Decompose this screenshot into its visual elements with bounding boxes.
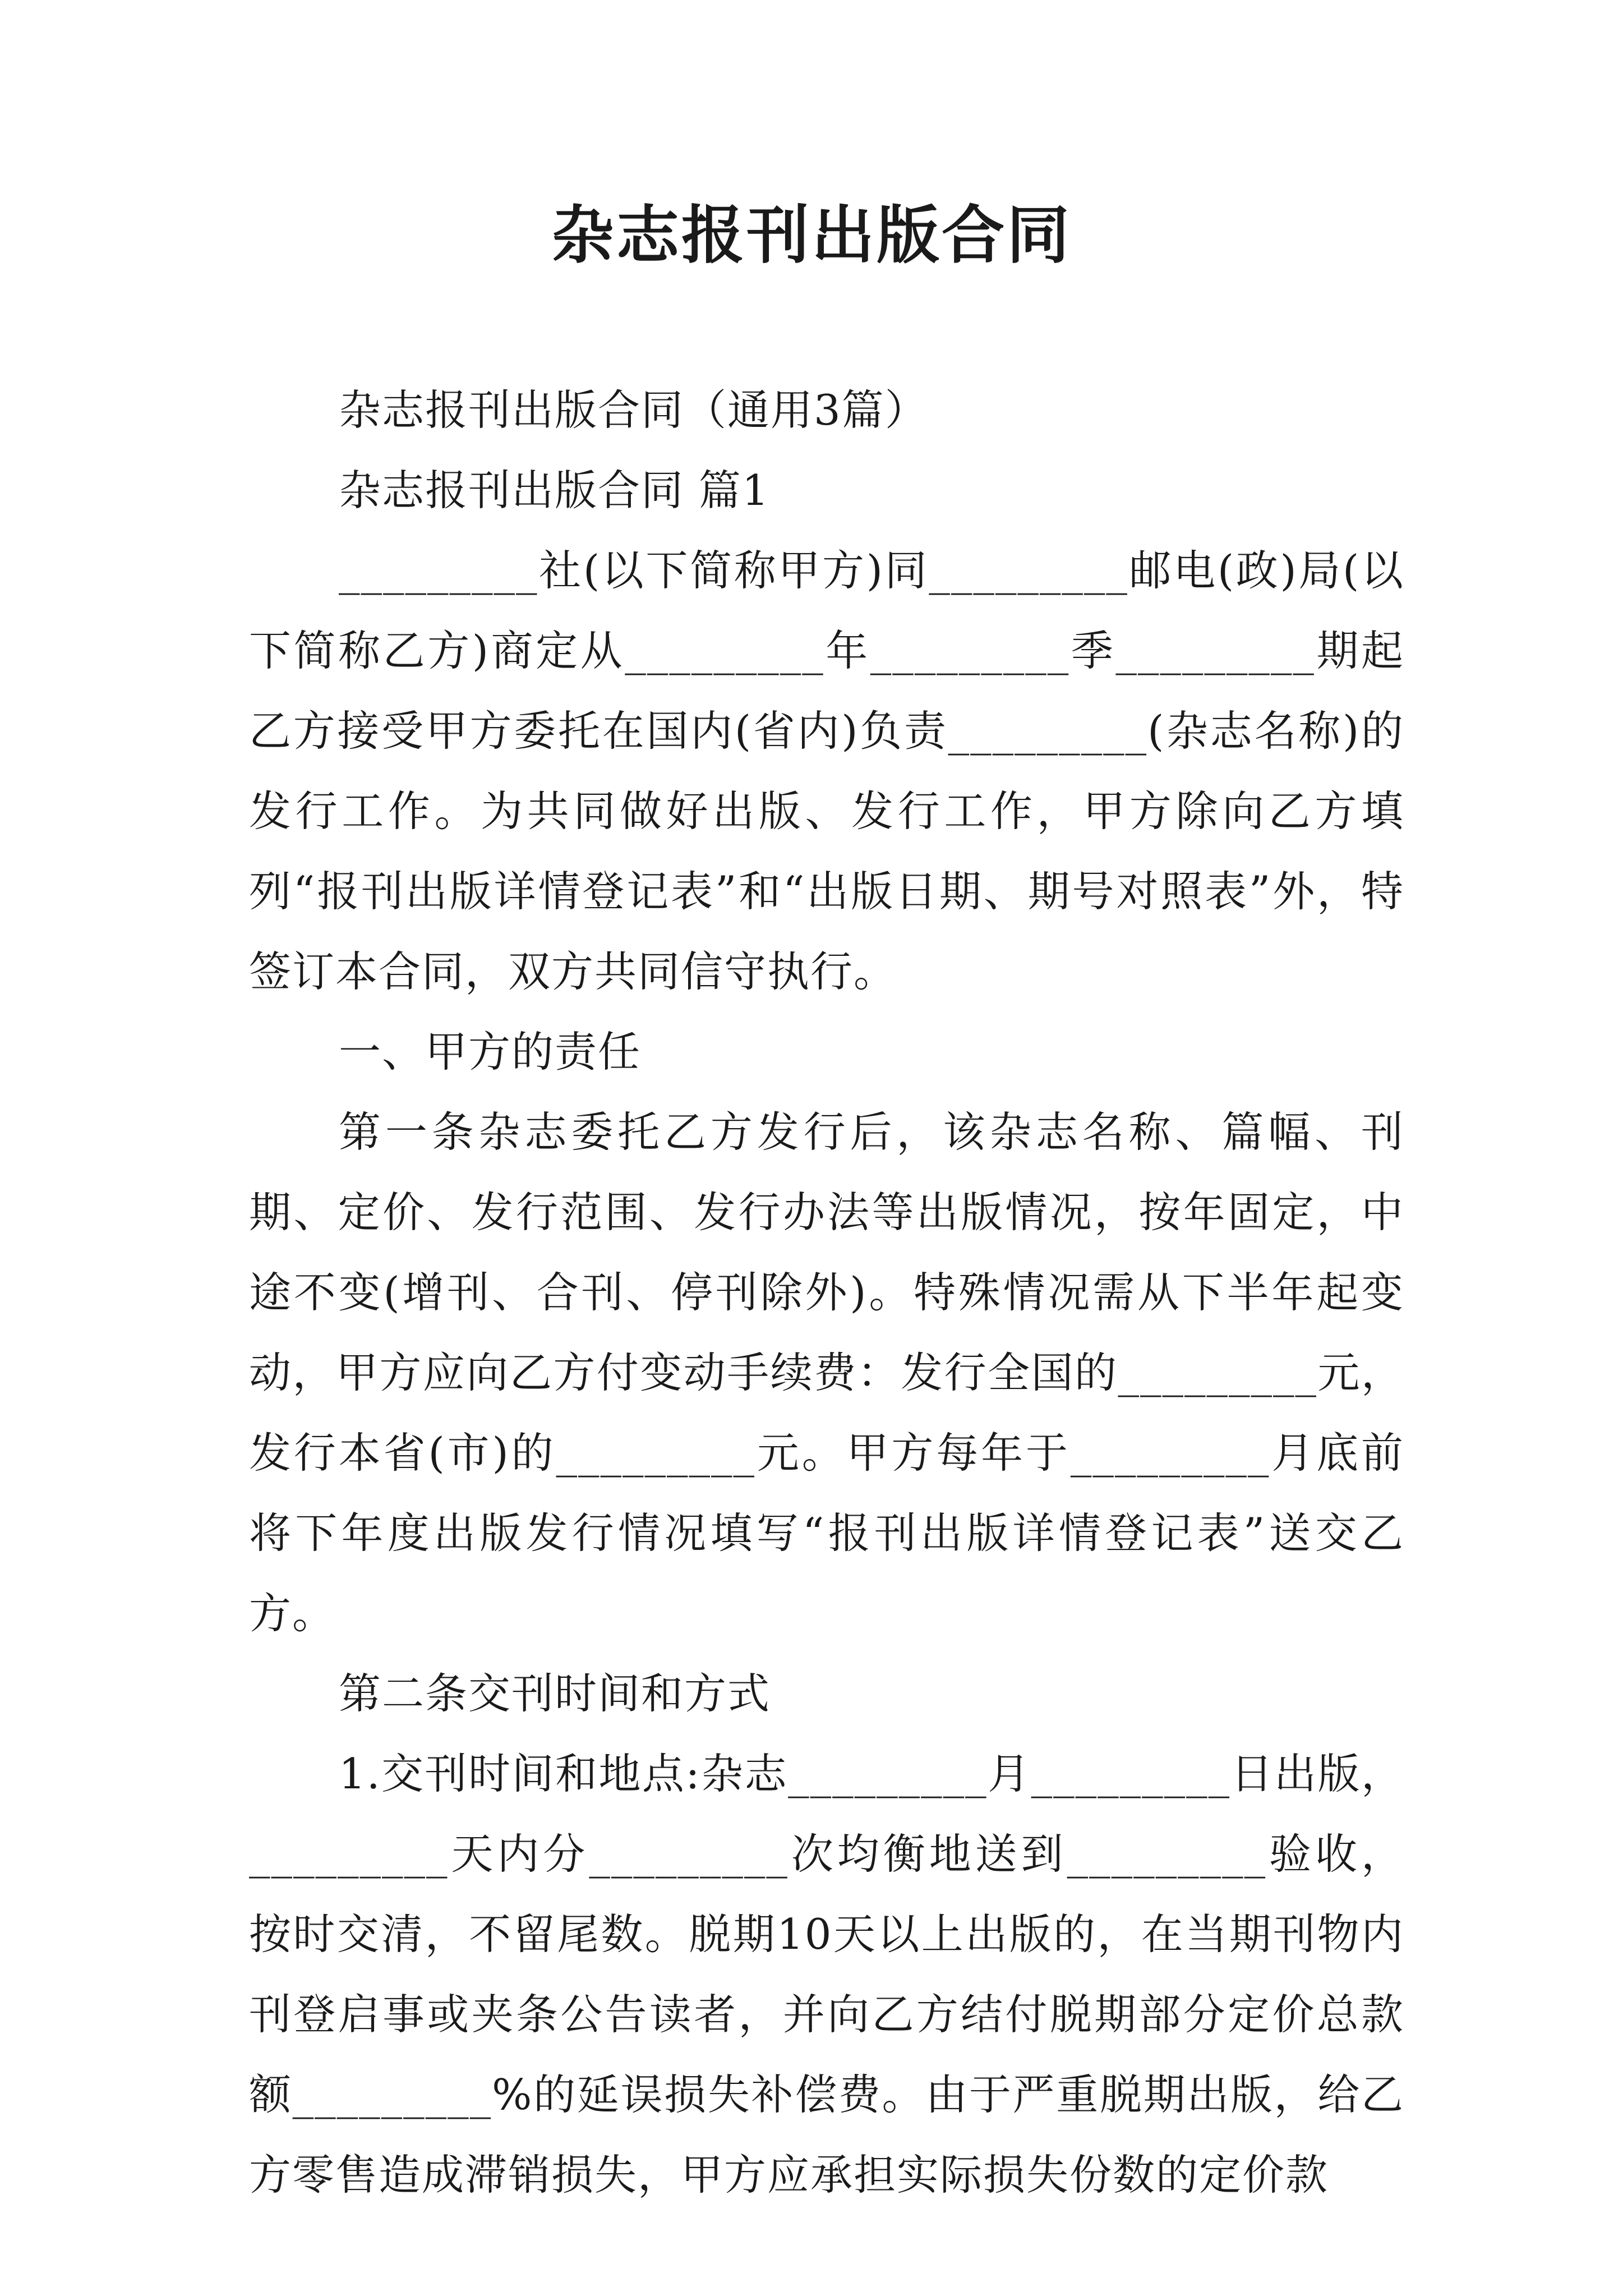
article-1-paragraph: 第一条杂志委托乙方发行后，该杂志名称、篇幅、刊期、定价、发行范围、发行办法等出版情况，按年固定，中途不变(增刊、合刊、停刊除外)。特殊情况需从下半年起变动，甲方应向乙方付变动手续费：发行全国的_________元，发行本省(市)的_________元。甲方每年于_________月底前将下年度出版发行情况填写“报刊出版详情登记表”送交乙方。 [249,1107,1404,1638]
article-2-heading: 第二条交刊时间和方式 [339,1669,771,1718]
document-body [249,370,1404,2215]
delivery-time-paragraph: 1.交刊时间和地点:杂志_________月_________日出版，_________天内分_________次均衡地送到_________验收，按时交清，不留尾数。脱期10天以上出版的，在当期刊物内刊登启事或夹条公告读者，并向乙方结付脱期部分定价总款额_________%的延误损失补偿费。由于严重脱期出版，给乙方零售造成滞销损失，甲方应承担实际损失份数的定价款 [249,1749,1404,2200]
intro-paragraph: _________社(以下简称甲方)同_________邮电(政)局(以下简称乙方)商定从_________年_________季_________期起乙方接受甲方委托在国内(省内)负责_________(杂志名称)的发行工作。为共同做好出版、发行工作，甲方除向乙方填列“报刊出版详情登记表”和“出版日期、期号对照表”外，特签订本合同，双方共同信守执行。 [249,546,1404,996]
document-title: 杂志报刊出版合同 [551,199,1072,272]
section-heading-paragraph: 杂志报刊出版合同 篇1 [339,466,770,515]
party-a-responsibility-heading: 一、甲方的责任 [339,1027,642,1076]
subtitle-paragraph: 杂志报刊出版合同（通用3篇） [339,385,928,435]
